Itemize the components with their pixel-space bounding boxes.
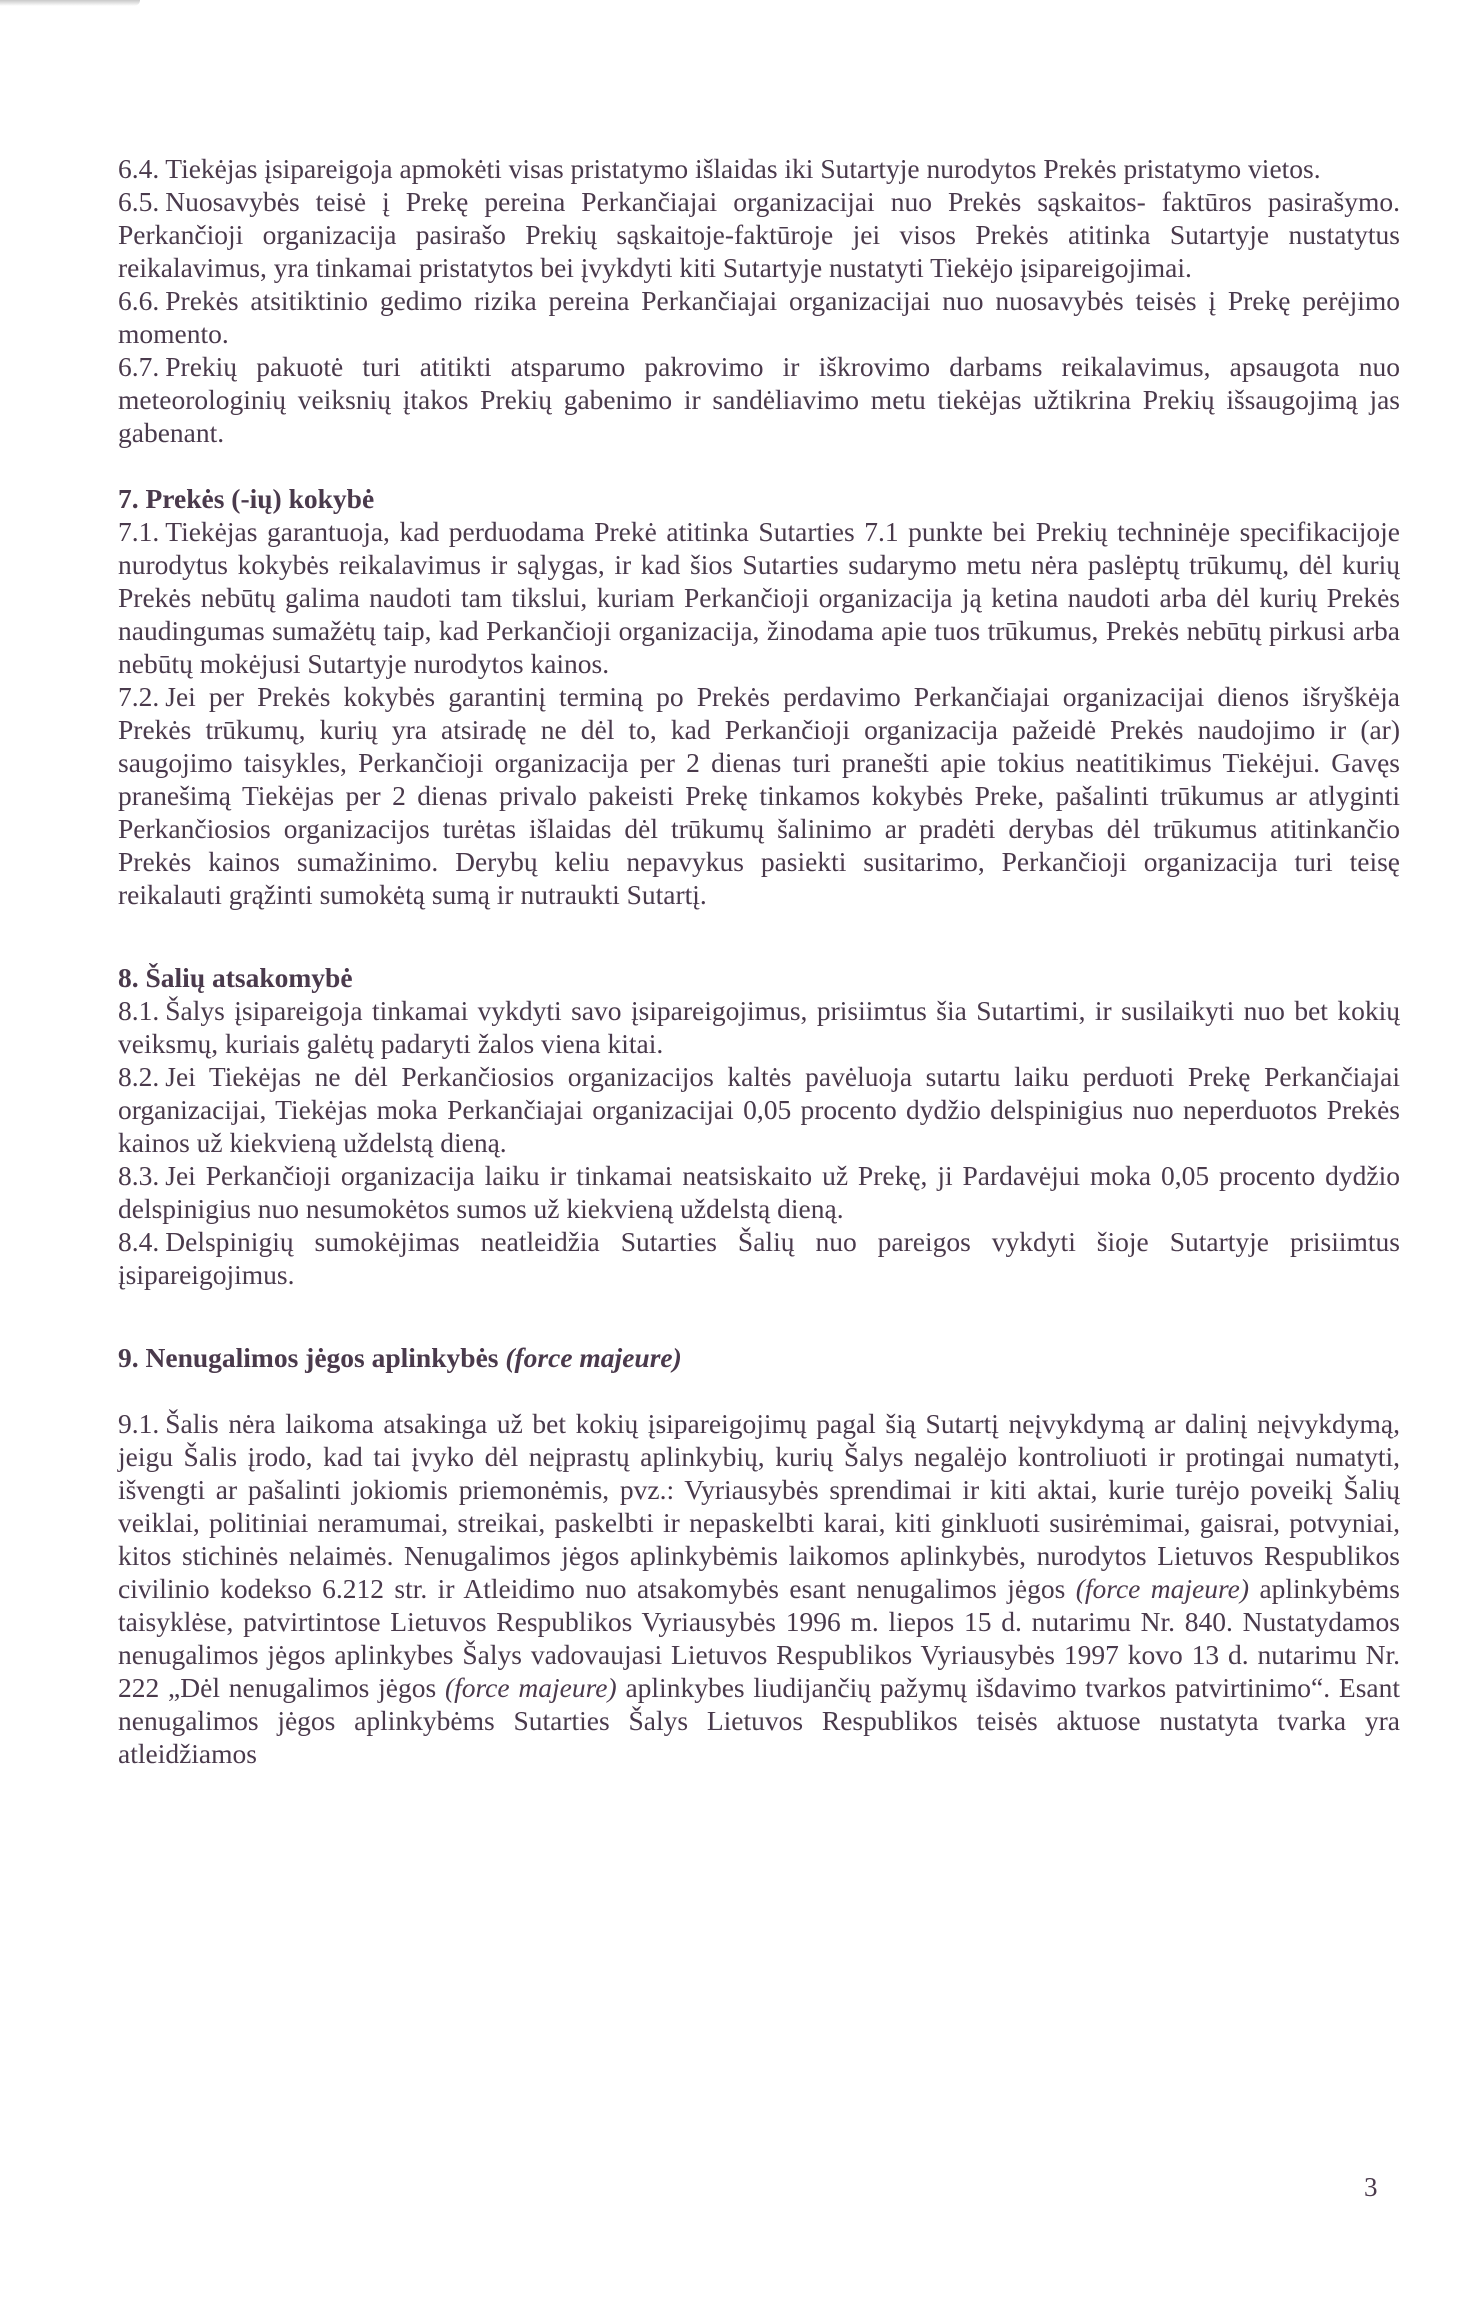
page-number: 3 <box>1364 2172 1378 2202</box>
clause-number: 7.1. <box>118 516 160 547</box>
clause-number: 7.2. <box>118 681 160 712</box>
clause-text: Jei Perkančioji organizacija laiku ir tinkamai neatsiskaito už Prekę, ji Pardavėjui moka 0,05 procento dydžio delspinigius nuo nesumokėtos sumos už kiekvieną uždelstą dieną. <box>118 1160 1400 1224</box>
clause-8-1 <box>118 994 1400 1060</box>
clause-6-7 <box>118 350 1400 449</box>
section-9-heading-italic: (force majeure) <box>505 1342 682 1373</box>
clause-number: 6.4. <box>118 153 160 184</box>
clause-number: 9.1. <box>118 1408 160 1439</box>
clause-6-4 <box>118 152 1400 185</box>
section-8-heading: 8. Šalių atsakomybė <box>118 962 353 993</box>
clause-7-1 <box>118 515 1400 680</box>
clause-number: 8.2. <box>118 1061 160 1092</box>
section-7-heading: 7. Prekės (-ių) kokybė <box>118 483 375 514</box>
clause-9-1 <box>118 1407 1400 1770</box>
clause-number: 8.3. <box>118 1160 160 1191</box>
clause-number: 6.6. <box>118 285 160 316</box>
clause-8-4 <box>118 1225 1400 1291</box>
clause-text: Tiekėjas garantuoja, kad perduodama Prekė atitinka Sutarties 7.1 punkte bei Prekių techninėje specifikacijoje nurodytus kokybės reikalavimus ir sąlygas, ir kad šios Sutarties sudarymo metu nėra paslėptų trūkumų, dėl kurių Prekės nebūtų galima naudoti tam tikslui, kuriam Perkančioji organizacija ją ketina naudoti arba dėl kurių Prekės naudingumas sumažėtų taip, kad Perkančioji organizacija, žinodama apie tuos trūkumus, Prekės nebūtų pirkusi arba nebūtų mokėjusi Sutartyje nurodytos kainos. <box>118 516 1400 679</box>
clause-number: 8.4. <box>118 1226 160 1257</box>
clause-text-part3: aplinkybes liudijančių pažymų išdavimo tvarkos patvirtinimo“. Esant nenugalimos jėgos aplinkybėms Sutarties Šalys Lietuvos Respublikos teisės aktuose nustatyta tvarka yra atleidžiamos <box>118 1672 1400 1769</box>
clause-8-3 <box>118 1159 1400 1225</box>
clause-text: Delspinigių sumokėjimas neatleidžia Sutarties Šalių nuo pareigos vykdyti šioje Sutartyje prisiimtus įsipareigojimus. <box>118 1226 1400 1290</box>
clause-text-part2: aplinkybėms taisyklėse, patvirtintose Lietuvos Respublikos Vyriausybės 1996 m. liepos 15 d. nutarimu Nr. 840. Nustatydamos nenugalimos jėgos aplinkybes Šalys vadovaujasi Lietuvos Respublikos Vyriausybės 1997 kovo 13 d. nutarimu Nr. 222 „Dėl nenugalimos jėgos <box>118 1573 1400 1703</box>
clause-text: Prekės atsitiktinio gedimo rizika pereina Perkančiajai organizacijai nuo nuosavybės teisės į Prekę perėjimo momento. <box>118 285 1400 349</box>
clause-text-italic2: (force majeure) <box>444 1672 617 1703</box>
section-9-heading-text: 9. Nenugalimos jėgos aplinkybės <box>118 1342 499 1373</box>
scan-edge-shadow <box>0 0 140 6</box>
clause-text: Nuosavybės teisė į Prekę pereina Perkančiajai organizacijai nuo Prekės sąskaitos- faktūros pasirašymo. Perkančioji organizacija pasirašo Prekių sąskaitoje-faktūroje jei visos Prekės atitinka Sutartyje nustatytus reikalavimus, yra tinkamai pristatytos bei įvykdyti kiti Sutartyje nustatyti Tiekėjo įsipareigojimai. <box>118 186 1400 283</box>
clause-number: 6.5. <box>118 186 160 217</box>
spacer <box>118 449 1400 482</box>
clause-number: 8.1. <box>118 995 160 1026</box>
clause-6-5 <box>118 185 1400 284</box>
spacer <box>118 911 1400 961</box>
spacer <box>118 1374 1400 1407</box>
clause-7-2 <box>118 680 1400 911</box>
clause-text: Prekių pakuotė turi atitikti atsparumo pakrovimo ir iškrovimo darbams reikalavimus, apsaugota nuo meteorologinių veiksnių įtakos Prekių gabenimo ir sandėliavimo metu tiekėjas užtikrina Prekių išsaugojimą jas gabenant. <box>118 351 1400 448</box>
spacer <box>118 1291 1400 1341</box>
clause-8-2 <box>118 1060 1400 1159</box>
clause-text: Jei per Prekės kokybės garantinį terminą po Prekės perdavimo Perkančiajai organizacijai dienos išryškėja Prekės trūkumų, kurių yra atsiradę ne dėl to, kad Perkančioji organizacija pažeidė Prekės naudojimo ir (ar) saugojimo taisykles, Perkančioji organizacija per 2 dienas turi pranešti apie tokius neatitikimus Tiekėjui. Gavęs pranešimą Tiekėjas per 2 dienas privalo pakeisti Prekę tinkamos kokybės Preke, pašalinti trūkumus ar atlyginti Perkančiosios organizacijos turėtas išlaidas dėl trūkumų šalinimo ar pradėti derybas dėl trūkumus atitinkančio Prekės kainos sumažinimo. Derybų keliu nepavykus pasiekti susitarimo, Perkančioji organizacija turi teisę reikalauti grąžinti sumokėtą sumą ir nutraukti Sutartį. <box>118 681 1400 910</box>
clause-text-italic1: (force majeure) <box>1075 1573 1250 1604</box>
document-page <box>118 152 1400 1770</box>
section-9-heading <box>118 1341 1400 1374</box>
clause-number: 6.7. <box>118 351 160 382</box>
clause-text: Tiekėjas įsipareigoja apmokėti visas pristatymo išlaidas iki Sutartyje nurodytos Prekės pristatymo vietos. <box>165 153 1321 184</box>
clause-text: Jei Tiekėjas ne dėl Perkančiosios organizacijos kaltės pavėluoja sutartu laiku perduoti Prekę Perkančiajai organizacijai, Tiekėjas moka Perkančiajai organizacijai 0,05 procento dydžio delspinigius nuo neperduotos Prekės kainos už kiekvieną uždelstą dieną. <box>118 1061 1400 1158</box>
clause-text: Šalys įsipareigoja tinkamai vykdyti savo įsipareigojimus, prisiimtus šia Sutartimi, ir susilaikyti nuo bet kokių veiksmų, kuriais galėtų padaryti žalos viena kitai. <box>118 995 1400 1059</box>
clause-6-6 <box>118 284 1400 350</box>
clause-text-part1: Šalis nėra laikoma atsakinga už bet kokių įsipareigojimų pagal šią Sutartį neįvykdymą ar dalinį neįvykdymą, jeigu Šalis įrodo, kad tai įvyko dėl neįprastų aplinkybių, kurių Šalys negalėjo kontroliuoti ir protingai numatyti, išvengti ar pašalinti jokiomis priemonėmis, pvz.: Vyriausybės sprendimai ir kiti aktai, kurie turėjo poveikį Šalių veiklai, politiniai neramumai, streikai, paskelbti ir nepaskelbti karai, kiti ginkluoti susirėmimai, gaisrai, potvyniai, kitos stichinės nelaimės. Nenugalimos jėgos aplinkybėmis laikomos aplinkybės, nurodytos Lietuvos Respublikos civilinio kodekso 6.212 str. ir Atleidimo nuo atsakomybės esant nenugalimos jėgos <box>118 1408 1400 1604</box>
